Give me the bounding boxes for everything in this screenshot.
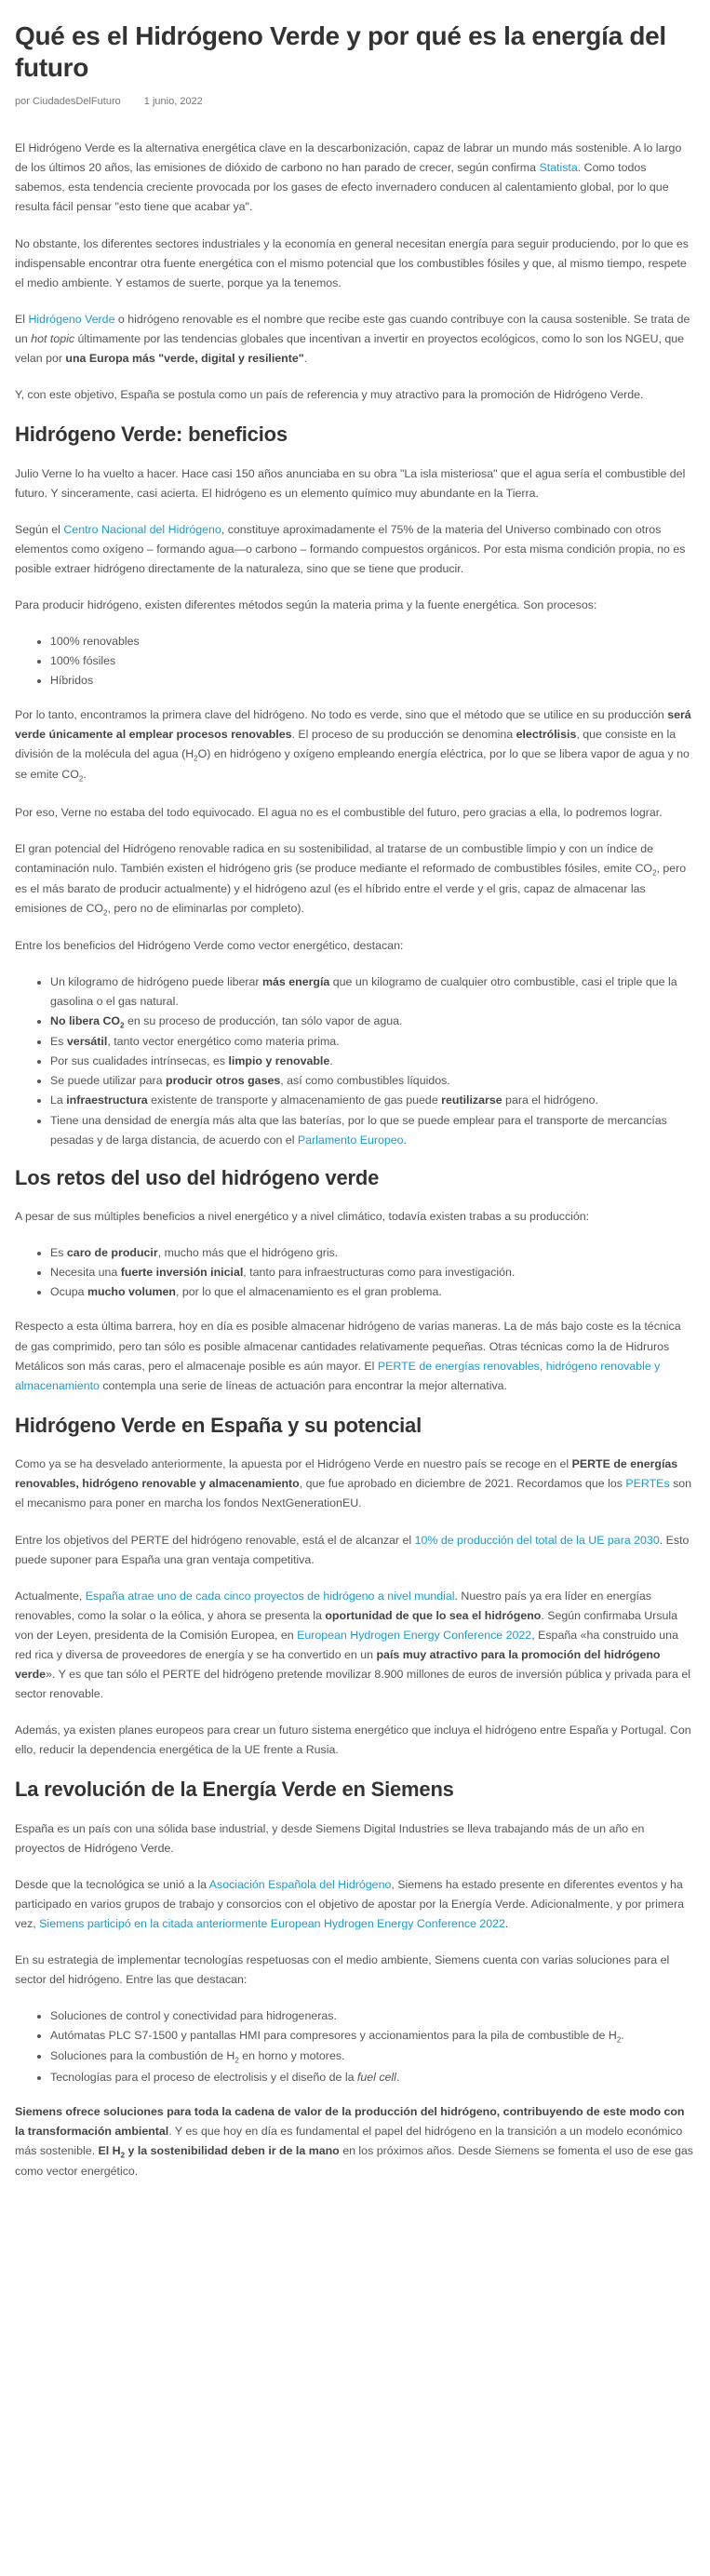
list-item: • Tecnologías para el proceso de electrolisis y el diseño de la fuel cell.: [50, 2068, 696, 2087]
section-heading-beneficios: Hidrógeno Verde: beneficios: [15, 423, 288, 447]
list-item: • Tiene una densidad de energía más alta que las baterías, por lo que se puede emplear para el transporte de mercancías pesadas y de larga distancia, de acuerdo con el Parlamento Europeo.: [50, 1111, 696, 1150]
link-siemens-conference[interactable]: Siemens participó en la citada anteriormente European Hydrogen Energy Conference 2022: [39, 1917, 505, 1931]
list-item: • Híbridos: [50, 671, 696, 691]
link-perte-energias-renovables[interactable]: PERTE de energías renovables, hidrógeno renovable y almacenamiento: [15, 1359, 661, 1392]
espana-paragraph-1: Como ya se ha desvelado anteriormente, la apuesta por el Hidrógeno Verde en nuestro país se recoge en el PERTE de energías renovables, hidrógeno renovable y almacenamiento, que fue aprobado en diciembre de 2021. Recordamos que los PERTEs son el mecanismo para poner en marcha los fondos NextGenerationEU.: [15, 1457, 692, 1510]
list-item: • Necesita una fuerte inversión inicial, tanto para infraestructuras como para investigación.: [50, 1263, 696, 1282]
link-pertes[interactable]: PERTEs: [625, 1477, 670, 1491]
link-parlamento-europeo[interactable]: Parlamento Europeo: [297, 1133, 404, 1147]
list-item: • Es caro de producir, mucho más que el hidrógeno gris.: [50, 1243, 696, 1263]
section-heading-espana: Hidrógeno Verde en España y su potencial: [15, 1413, 422, 1437]
siemens-paragraph-2: Desde que la tecnológica se unió a la Asociación Española del Hidrógeno, Siemens ha estado presente en diferentes eventos y ha participado en varios grupos de trabajo y consorcios con el objetivo de apostar por la Energía Verde. Adicionalmente, y por primera vez, Siemens participó en la citada anteriormente European Hydrogen Energy Conference 2022.: [15, 1877, 685, 1931]
siemens-solutions-list: [15, 2006, 696, 2086]
link-hidrogeno-verde[interactable]: Hidrógeno Verde: [28, 312, 115, 326]
retos-list: [15, 1243, 696, 1302]
list-item: • Se puede utilizar para producir otros gases, así como combustibles líquidos.: [50, 1071, 696, 1091]
list-item: • Soluciones para la combustión de $H_2$ en horno y motores.: [50, 2046, 696, 2067]
list-item: • Autómatas PLC S7-1500 y pantallas HMI para compresores y accionamientos para la pila de combustible de $H_2$.: [50, 2026, 696, 2046]
list-item: • Soluciones de control y conectividad para hidrogeneras.: [50, 2006, 696, 2026]
beneficios-paragraph-2: Según el Centro Nacional del Hidrógeno, constituye aproximadamente el 75% de la materia del Universo combinado con otros elementos como oxígeno – formando agua—o carbono – formando compuestos orgánicos. Por esta misma condición propia, no es posible extraer hidrógeno directamente de la naturaleza, sino que se tiene que producir.: [15, 522, 686, 575]
list-item: • 100% renovables: [50, 632, 696, 651]
intro-paragraph-3: El Hidrógeno Verde o hidrógeno renovable es el nombre que recibe este gas cuando contribuye con la causa sostenible. Se trata de un hot topic últimamente por las tendencias globales que incentivan a invertir en proyectos ecológicos, como lo son los NGEU, que velan por una Europa más "verde, digital y resiliente".: [15, 312, 690, 365]
beneficios-list: [15, 973, 696, 1150]
espana-paragraph-2: Entre los objetivos del PERTE del hidrógeno renovable, está el de alcanzar el 10% de producción del total de la UE para 2030. Esto puede suponer para España una gran ventaja competitiva.: [15, 1533, 690, 1566]
beneficios-paragraph-3: Para producir hidrógeno, existen diferentes métodos según la materia prima y la fuente energética. Son procesos:: [15, 597, 597, 611]
section-heading-siemens: La revolución de la Energía Verde en Siemens: [15, 1778, 454, 1802]
link-10-produccion[interactable]: 10% de producción del total de la UE para 2030: [414, 1533, 660, 1547]
section-heading-retos: Los retos del uso del hidrógeno verde: [15, 1165, 380, 1189]
list-item: • Es versátil, tanto vector energético como materia prima.: [50, 1032, 696, 1052]
link-espana-atrae-proyectos[interactable]: España atrae uno de cada cinco proyectos de hidrógeno a nivel mundial: [85, 1589, 455, 1603]
beneficios-paragraph-4: Por lo tanto, encontramos la primera clave del hidrógeno. No todo es verde, sino que el método que se utilice en su producción será verde únicamente al emplear procesos renovables. El proceso de su producción se denomina electrólisis, que consiste en la división de la molécula del agua $(H_2O)$ en hidrógeno y oxígeno empleando energía eléctrica, por lo que se libera vapor de agua y no se emite $CO_2$.: [15, 708, 691, 784]
list-item: • 100% fósiles: [50, 651, 696, 671]
siemens-paragraph-4: Siemens ofrece soluciones para toda la cadena de valor de la producción del hidrógeno, contribuyendo de este modo con la transformación ambiental. Y es que hoy en día es fundamental el papel del hidrógeno en la transición a un modelo económico más sostenible. El $H_2$ y la sostenibilidad deben ir de la mano en los próximos años. Desde Siemens se fomenta el uso de ese gas como vector energético.: [15, 2104, 693, 2178]
beneficios-paragraph-5: Por eso, Verne no estaba del todo equivocado. El agua no es el combustible del futuro, pero gracias a ella, lo podremos lograr.: [15, 805, 663, 819]
espana-paragraph-3: Actualmente, España atrae uno de cada cinco proyectos de hidrógeno a nivel mundial. Nuestro país ya era líder en energías renovables, como la solar o la eólica, y ahora se presenta la oportunidad de que lo sea el hidrógeno. Según confirmaba Ursula von der Leyen, presidenta de la Comisión Europea, en European Hydrogen Energy Conference 2022, España «ha construido una red rica y diversa de proveedores de energía y se ha convertido en un país muy atractivo para la promoción del hidrógeno verde». Y es que tan sólo el PERTE del hidrógeno pretende movilizar 8.900 millones de euros de inversión pública y privada para el sector renovable.: [15, 1589, 690, 1701]
link-hydrogen-conference[interactable]: European Hydrogen Energy Conference 2022: [297, 1628, 532, 1642]
list-item: • Ocupa mucho volumen, por lo que el almacenamiento es el gran problema.: [50, 1282, 696, 1302]
siemens-paragraph-1: España es un país con una sólida base industrial, y desde Siemens Digital Industries se lleva trabajando más de un año en proyectos de Hidrógeno Verde.: [15, 1821, 645, 1855]
retos-paragraph-1: A pesar de sus múltiples beneficios a nivel energético y a nivel climático, todavía existen trabas a su producción:: [15, 1210, 590, 1224]
post-meta: [15, 96, 696, 107]
intro-paragraph-1: El Hidrógeno Verde es la alternativa energética clave en la descarbonización, capaz de labrar un mundo más sostenible. A lo largo de los últimos 20 años, las emisiones de dióxido de carbono no han parado de crecer, según confirma Statista. Como todos sabemos, esta tendencia creciente provocada por los gases de efecto invernadero conducen al calentamiento global, por lo que resulta fácil pensar "esto tiene que acabar ya".: [15, 141, 682, 214]
intro-paragraph-2: No obstante, los diferentes sectores industriales y la economía en general necesitan energía para seguir produciendo, por lo que es indispensable encontrar otra fuente energética con el mismo potencial que los combustibles fósiles y que, al mismo tiempo, respete el medio ambiente. Y estamos de suerte, porque ya la tenemos.: [15, 236, 689, 289]
beneficios-paragraph-7: Entre los beneficios del Hidrógeno Verde como vector energético, destacan:: [15, 938, 404, 952]
link-centro-nacional-hidrogeno[interactable]: Centro Nacional del Hidrógeno: [63, 522, 221, 536]
list-item: • Un kilogramo de hidrógeno puede liberar más energía que un kilogramo de cualquier otro combustible, casi el triple que la gasolina o el gas natural.: [50, 973, 696, 1012]
post-author[interactable]: por CiudadesDelFuturo: [15, 96, 121, 108]
list-item: • Por sus cualidades intrínsecas, es limpio y renovable.: [50, 1052, 696, 1071]
retos-paragraph-2: Respecto a esta última barrera, hoy en día es posible almacenar hidrógeno de varias maneras. La de más bajo coste es la técnica de gas comprimido, pero tan sólo es posible almacenar cantidades relativamente pequeñas. Otras técnicas como la de Hidruros Metálicos son más caras, pero el almacenaje posible es aún mayor. El PERTE de energías renovables, hidrógeno renovable y almacenamiento contempla una serie de líneas de actuación para encontrar la mejor alternativa.: [15, 1320, 681, 1392]
intro-paragraph-4: Y, con este objetivo, España se postula como un país de referencia y muy atractivo para la promoción de Hidrógeno Verde.: [15, 387, 644, 401]
beneficios-paragraph-1: Julio Verne lo ha vuelto a hacer. Hace casi 150 años anunciaba en su obra "La isla misteriosa" que el agua sería el combustible del futuro. Y sinceramente, casi acierta. El hidrógeno es un elemento químico muy abundante en la Tierra.: [15, 466, 686, 500]
list-item: • No libera $CO_2$ en su proceso de producción, tan sólo vapor de agua.: [50, 1012, 696, 1032]
post-date: 1 junio, 2022: [143, 96, 203, 108]
procesos-list: [15, 632, 696, 691]
page-title: Qué es el Hidrógeno Verde y por qué es la energía del futuro: [15, 21, 666, 82]
siemens-paragraph-3: En su estrategia de implementar tecnologías respetuosas con el medio ambiente, Siemens cuenta con varias soluciones para el sector del hidrógeno. Entre las que destacan:: [15, 1953, 670, 1987]
list-item: • La infraestructura existente de transporte y almacenamiento de gas puede reutilizarse para el hidrógeno.: [50, 1091, 696, 1110]
espana-paragraph-4: Además, ya existen planes europeos para crear un futuro sistema energético que incluya el hidrógeno entre España y Portugal. Con ello, reducir la dependencia energética de la UE frente a Rusia.: [15, 1724, 691, 1757]
link-asociacion-espanola-hidrogeno[interactable]: Asociación Española del Hidrógeno: [208, 1877, 392, 1891]
beneficios-paragraph-6: El gran potencial del Hidrógeno renovable radica en su sostenibilidad, al tratarse de un combustible limpio y con un índice de contaminación nulo. También existen el hidrógeno gris (se produce mediante el reformado de combustibles fósiles, emite $CO_2$, pero es el más barato de producir actualmente) y el hidrógeno azul (es el híbrido entre el verde y el gris, capaz de almacenar las emisiones de $CO_2$, pero no de eliminarlas por completo).: [15, 841, 687, 918]
link-statista[interactable]: Statista: [539, 161, 578, 175]
